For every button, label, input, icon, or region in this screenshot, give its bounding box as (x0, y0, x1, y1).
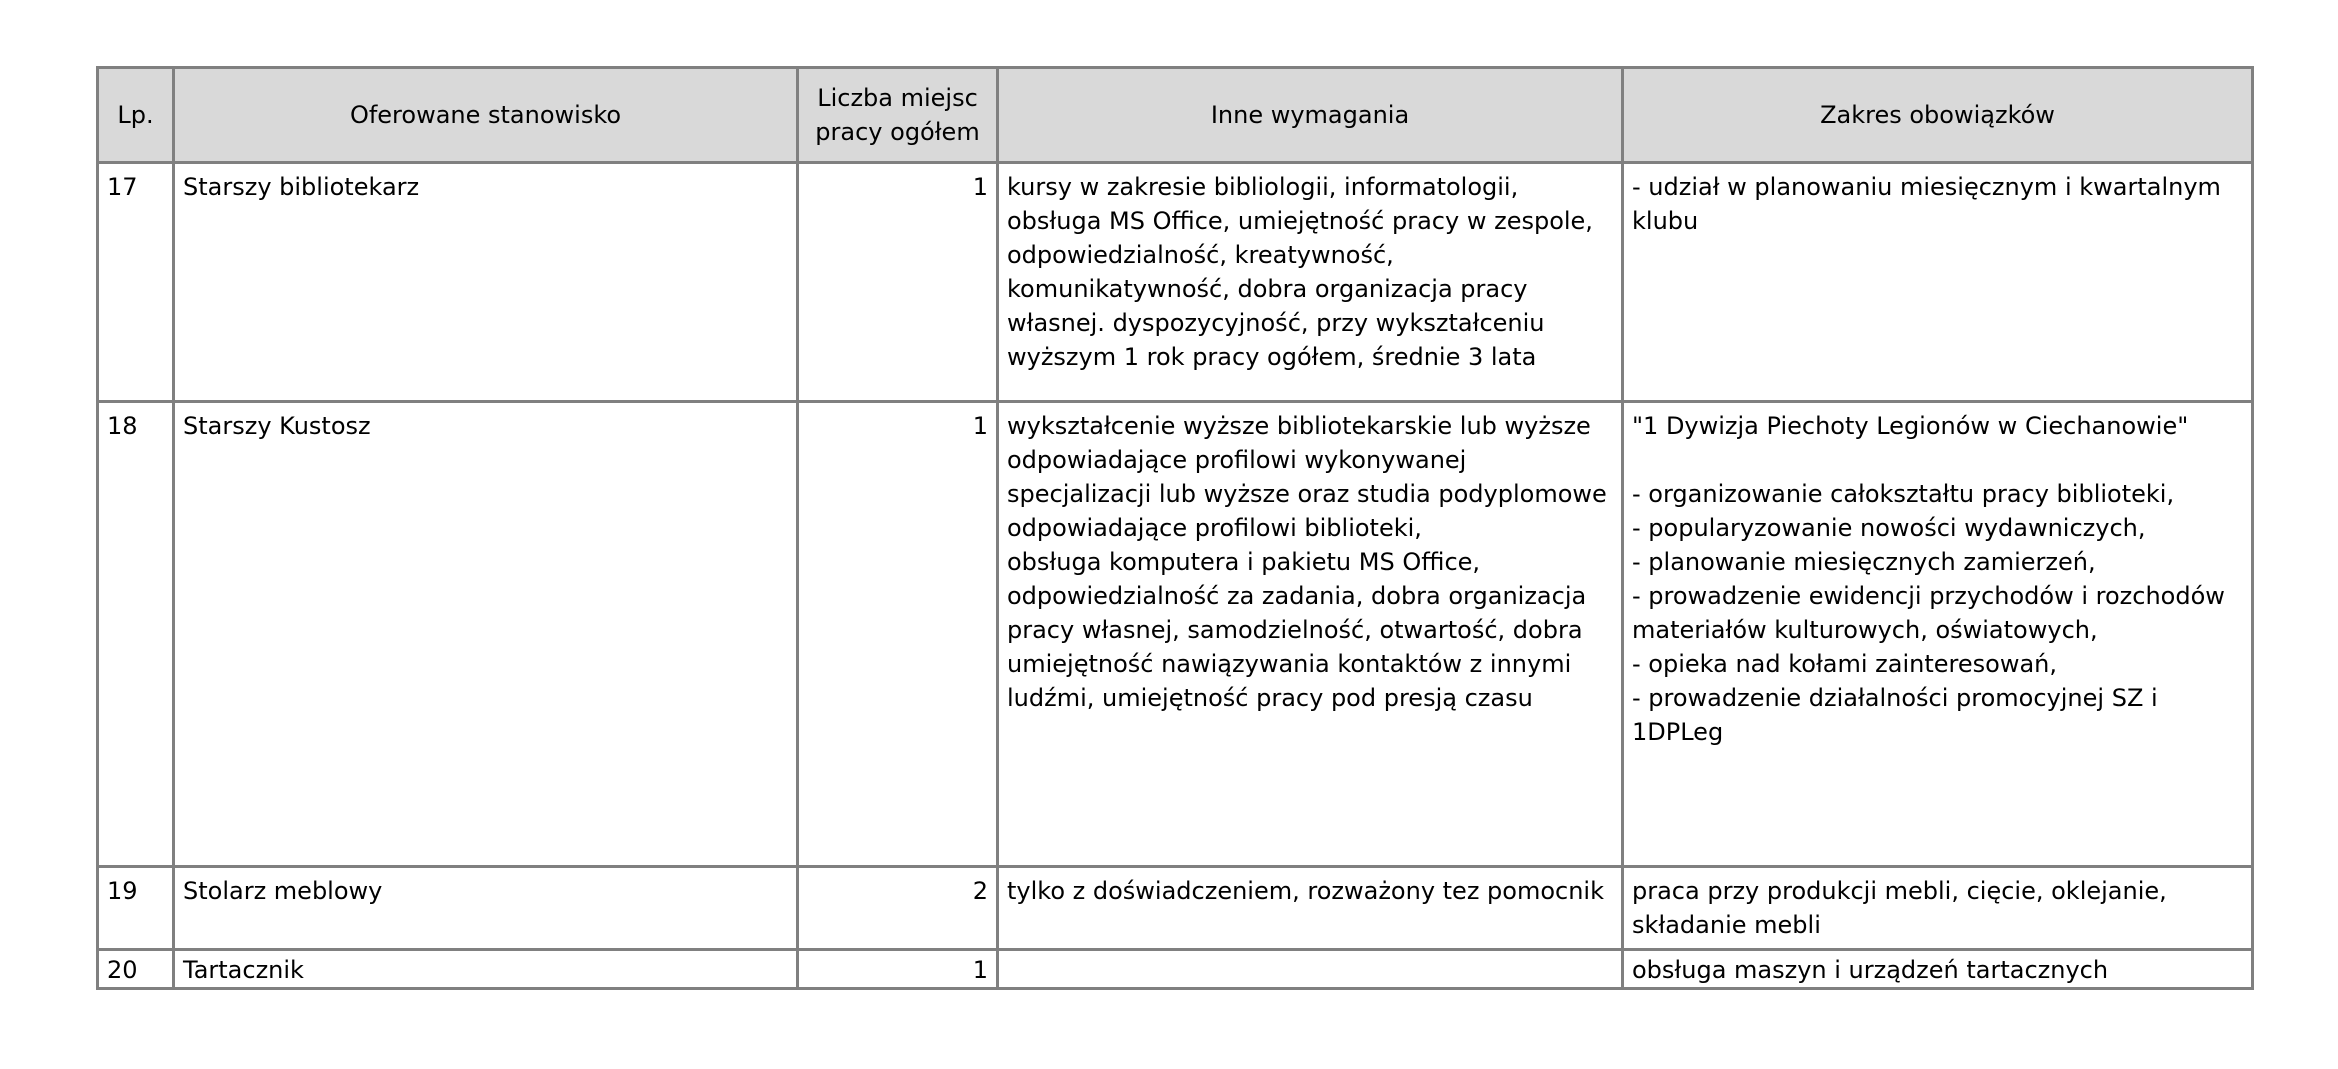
cell-lp: 17 (98, 163, 174, 402)
cell-duties: praca przy produkcji mebli, cięcie, oklejanie, składanie mebli (1623, 867, 2253, 950)
table-row (98, 867, 2253, 950)
cell-duties: - udział w planowaniu miesięcznym i kwartalnym klubu (1623, 163, 2253, 402)
header-requirements: Inne wymagania (998, 68, 1623, 163)
cell-requirements: wykształcenie wyższe bibliotekarskie lub wyższe odpowiadające profilowi wykonywanej specjalizacji lub wyższe oraz studia podyplomowe odpowiadające profilowi biblioteki, obsługa komputera i pakietu MS Office, odpowiedzialność za zadania, dobra organizacja pracy własnej, samodzielność, otwartość, dobra umiejętność nawiązywania kontaktów z innymi ludźmi, umiejętność pracy pod presją czasu (998, 402, 1623, 867)
cell-position: Starszy bibliotekarz (174, 163, 798, 402)
table-row (98, 950, 2253, 989)
cell-count: 1 (798, 950, 998, 989)
cell-position: Starszy Kustosz (174, 402, 798, 867)
table-row (98, 163, 2253, 402)
cell-lp: 20 (98, 950, 174, 989)
table-row (98, 402, 2253, 867)
header-lp: Lp. (98, 68, 174, 163)
cell-lp: 19 (98, 867, 174, 950)
cell-count: 1 (798, 163, 998, 402)
header-count: Liczba miejsc pracy ogółem (798, 68, 998, 163)
cell-requirements: kursy w zakresie bibliologii, informatologii, obsługa MS Office, umiejętność pracy w zespole, odpowiedzialność, kreatywność, komunikatywność, dobra organizacja pracy własnej. dyspozycyjność, przy wykształceniu wyższym 1 rok pracy ogółem, średnie 3 lata (998, 163, 1623, 402)
cell-position: Tartacznik (174, 950, 798, 989)
cell-requirements (998, 950, 1623, 989)
cell-requirements: tylko z doświadczeniem, rozważony tez pomocnik (998, 867, 1623, 950)
header-duties: Zakres obowiązków (1623, 68, 2253, 163)
cell-duties: "1 Dywizja Piechoty Legionów w Ciechanowie" - organizowanie całokształtu pracy biblioteki, - popularyzowanie nowości wydawniczych, - planowanie miesięcznych zamierzeń, - prowadzenie ewidencji przychodów i rozchodów materiałów kulturowych, oświatowych, - opieka nad kołami zainteresowań, - prowadzenie działalności promocyjnej SZ i 1DPLeg (1623, 402, 2253, 867)
cell-position: Stolarz meblowy (174, 867, 798, 950)
cell-count: 2 (798, 867, 998, 950)
table-header (98, 68, 2253, 163)
header-position: Oferowane stanowisko (174, 68, 798, 163)
job-offers-table (96, 66, 2254, 990)
table-body (98, 163, 2253, 989)
cell-count: 1 (798, 402, 998, 867)
cell-duties: obsługa maszyn i urządzeń tartacznych (1623, 950, 2253, 989)
cell-lp: 18 (98, 402, 174, 867)
header-row (98, 68, 2253, 163)
